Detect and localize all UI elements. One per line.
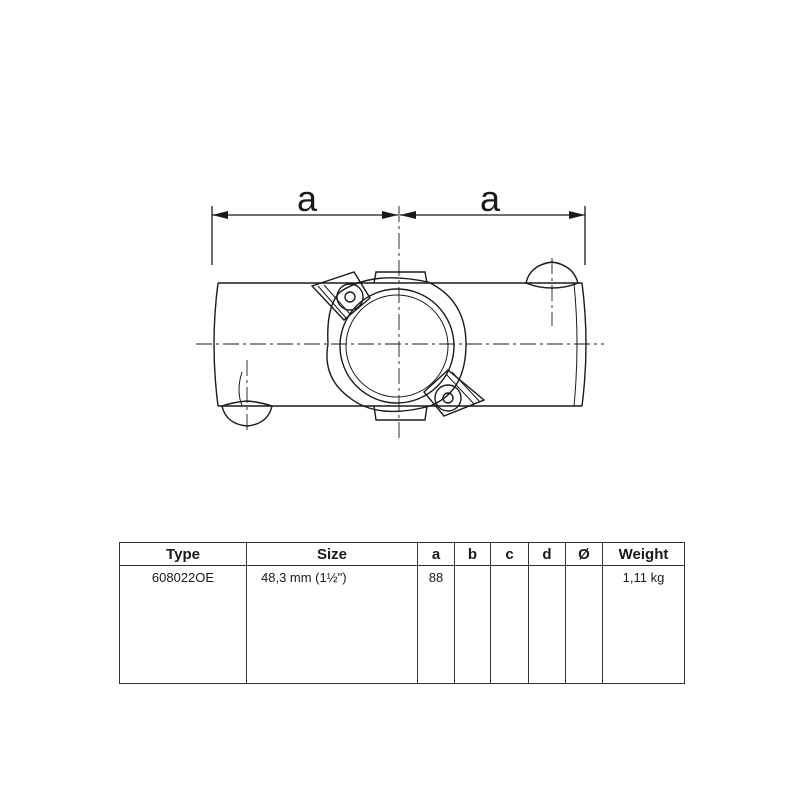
- arrowhead: [212, 211, 228, 219]
- cell-b: [455, 566, 491, 684]
- cell-d: [529, 566, 566, 684]
- header-d: d: [529, 543, 566, 566]
- cell-c: [491, 566, 529, 684]
- table-header-row: [120, 543, 685, 566]
- cell-type: 608022OE: [120, 566, 247, 684]
- arrowhead: [400, 211, 416, 219]
- cell-size: 48,3 mm (1½"): [247, 566, 418, 684]
- dimension-label-a-left: a: [296, 178, 318, 219]
- table-row: [120, 566, 685, 684]
- set-screw-lug-upper: [312, 272, 370, 320]
- set-screw-lug-lower: [424, 370, 484, 416]
- cell-weight: 1,11 kg: [603, 566, 685, 684]
- specification-table: [119, 542, 685, 684]
- arrowhead: [569, 211, 585, 219]
- cell-diameter: [566, 566, 603, 684]
- cell-a: 88: [418, 566, 455, 684]
- cross-fitting-body: [327, 278, 466, 412]
- arrowhead: [382, 211, 398, 219]
- header-b: b: [455, 543, 491, 566]
- header-c: c: [491, 543, 529, 566]
- header-diameter: Ø: [566, 543, 603, 566]
- header-type: Type: [120, 543, 247, 566]
- header-size: Size: [247, 543, 418, 566]
- main-tube: [214, 283, 586, 406]
- pipe-bore-inner: [346, 295, 448, 397]
- pipe-bore-outer: [340, 289, 454, 403]
- dimension-label-a-right: a: [479, 178, 501, 219]
- header-a: a: [418, 543, 455, 566]
- header-weight: Weight: [603, 543, 685, 566]
